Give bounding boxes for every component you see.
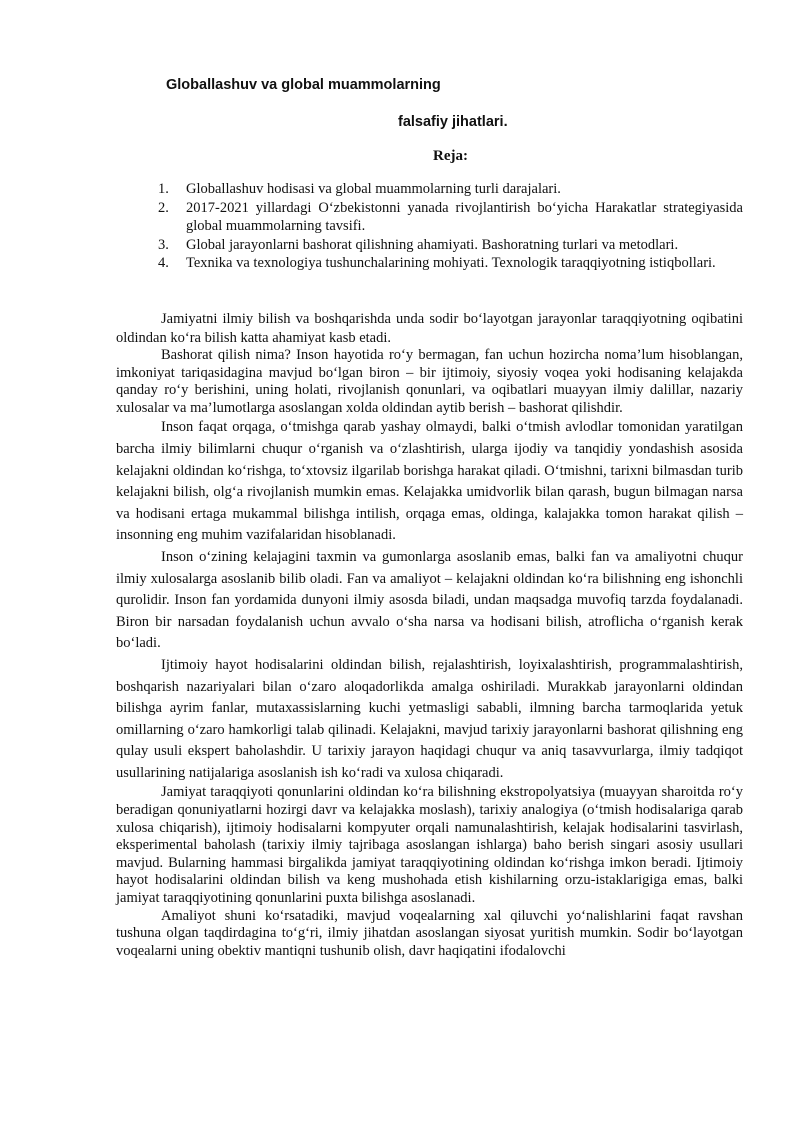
plan-item-text: Texnika va texnologiya tushunchalarining mohiyati. Texnologik taraqqiyotning istiqbollari.	[186, 255, 716, 271]
plan-item-text: Global jarayonlarni bashorat qilishning ahamiyati. Bashoratning turlari va metodlari.	[186, 236, 679, 253]
plan-list	[158, 180, 743, 273]
document-title-line-1: Globallashuv va global muammolarning	[166, 77, 441, 93]
document-title-line-2: falsafiy jihatlari.	[398, 114, 508, 130]
body-paragraph: Inson faqat orqaga, o‘tmishga qarab yashay olmaydi, balki o‘tmish avlodlar tomonidan yaratilgan barcha ilmiy bilimlarni chuqur o‘rganish va o‘zlashtirish, ularga ijodiy va tanqidiy yondashish asosida kelajakni oldindan ko‘rishga, to‘xtovsiz ilgarilab borishga harakat qiladi. O‘tmishni, tarixni bilmasdan turib kelajakni bilish, olg‘a rivojlanish mumkin emas. Kelajakka umidvorlik bilan qarash, bugun bilmagan narsa va hodisani ertaga mukammal bilishga intilish, orqaga emas, oldinga, kalajakka tomon harakat qilish – insonning eng muhim vazifalaridan hisoblanadi.	[116, 419, 743, 544]
plan-item	[158, 199, 743, 236]
plan-item	[158, 254, 743, 273]
body-paragraph: Jamiyat taraqqiyoti qonunlarini oldindan ko‘ra bilishning ekstropolyatsiya (muayyan sharoitda ro‘y beradigan qonuniyatlarni hozirgi davr va kelajakka moslash), tarixiy analogiya (o‘tmish hodisalariga qarab xulosa chiqarish), ijtimoiy hodisalarni kompyuter orqali namunalashtirish, kelajak hodisalarini tasvirlash, eksperimental baholash (tarixiy ilmiy tajribaga asoslangan ishlarga) baho berish singari asosiy usullari mavjud. Bularning hammasi birgalikda jamiyat taraqqiyotining oldindan ko‘rishga imkon beradi. Ijtimoiy hayot hodisalarini oldindan bilish va keng mushohada etish kishilarning orzu-istaklarigiga emas, balki jamiyat taraqqiyotining qonunlarini puxta bilishga asoslanadi.	[116, 784, 743, 907]
plan-item-text: 2017-2021 yillardagi O‘zbekistonni yanada rivojlantirish bo‘yicha Harakatlar strategiyasida global muammolarning tavsifi.	[186, 199, 743, 234]
plan-item	[158, 180, 743, 199]
plan-item-number: 3.	[158, 236, 169, 253]
plan-item-text: Globallashuv hodisasi va global muammolarning turli darajalari.	[186, 181, 561, 197]
body-paragraph: Ijtimoiy hayot hodisalarini oldindan bilish, rejalashtirish, loyixalashtirish, programmalashtirish, boshqarish nazariyalari bilan o‘zaro aloqadorlikda amalga oshiriladi. Murakkab jarayonlarni oldindan bilishga ayrim fanlar, mutaxassislarning kuchi yetmasligi sababli, ilmning barcha tarmoqlarida yetuk omillarning o‘zaro hamkorligi talab qilinadi. Kelajakni, mavjud tarixiy jarayonlarni bashorat qilishning eng qulay usuli ekspert baholashdir. U tarixiy jarayon haqidagi chuqur va aniq tasavvurlarga, ilmiy tadqiqot usullarining natijalariga asoslanish ish ko‘radi va xulosa chiqaradi.	[116, 656, 743, 781]
plan-item	[158, 236, 743, 255]
body-paragraph: Bashorat qilish nima? Inson hayotida ro‘y bermagan, fan uchun hozircha noma’lum hisoblangan, imkoniyat tariqasidagina mavjud bo‘lgan biron – bir ijtimoiy, siyosiy voqea yoki hodisaning kelajakda qanday ro‘y berishini, uning holati, rivojlanish qonunlari, va oqibatlari muayyan ilmiy dalillar, nazariy xulosalar va ma’lumotlarga asoslangan xolda oldindan aytib berish – bashorat qilishdir.	[116, 347, 743, 416]
plan-item-number: 1.	[158, 181, 169, 197]
body-paragraph: Amaliyot shuni ko‘rsatadiki, mavjud voqealarning xal qiluvchi yo‘nalishlarini faqat ravshan tushuna olgan taqdirdagina to‘g‘ri, ilmiy jihatdan asoslangan siyosat yuritish mumkin. Sodir bo‘layotgan voqealarni uning obektiv mantiqni tushunib olish, davr haqiqatini ifodalovchi	[116, 907, 743, 959]
body-paragraph: Jamiyatni ilmiy bilish va boshqarishda unda sodir bo‘layotgan jarayonlar taraqqiyotning oqibatini oldindan ko‘ra bilish katta ahamiyat kasb etadi.	[116, 311, 743, 346]
plan-item-number: 4.	[158, 255, 169, 271]
plan-heading: Reja:	[433, 148, 468, 164]
plan-item-number: 2.	[158, 199, 169, 216]
body-paragraph: Inson o‘zining kelajagini taxmin va gumonlarga asoslanib emas, balki fan va amaliyotni chuqur ilmiy xulosalarga asoslanib bilib oladi. Fan va amaliyot – kelajakni oldindan ko‘ra bilishning eng ishonchli qurolidir. Inson fan yordamida dunyoni ilmiy asosda biladi, undan maqsadga muvofiq tarzda foydalanadi. Biron bir narsadan foydalanish uchun avvalo o‘sha narsa va hodisani bilish, atroflicha o‘rganish kerak bo‘ladi.	[116, 548, 743, 652]
document-body	[116, 310, 743, 960]
